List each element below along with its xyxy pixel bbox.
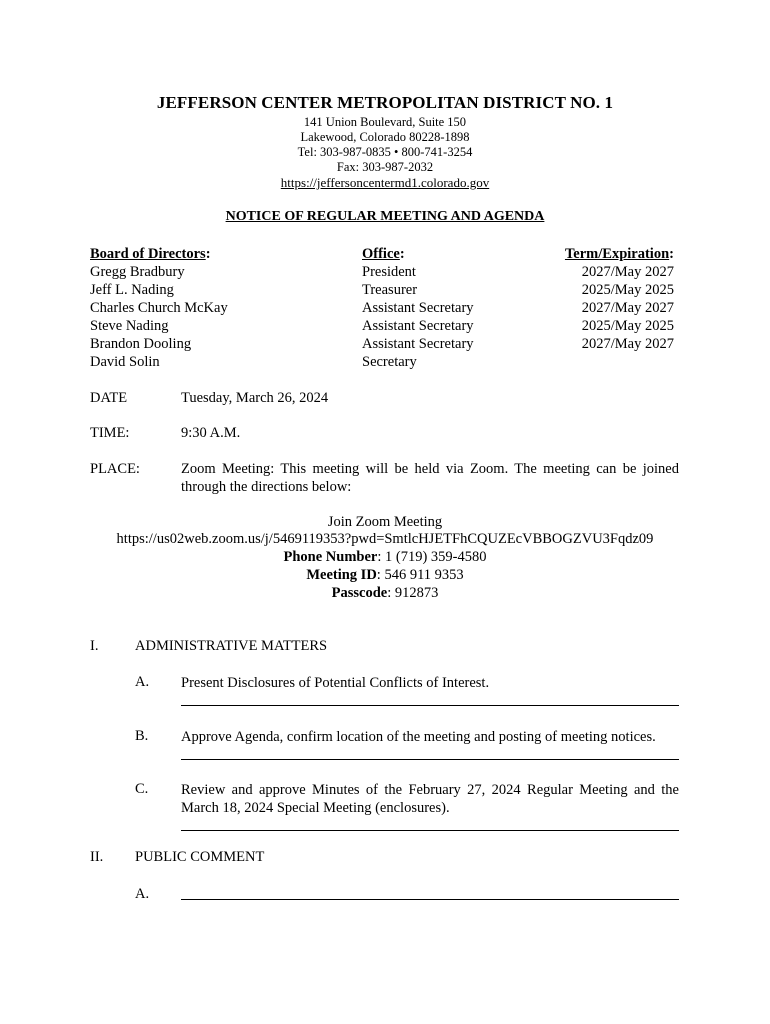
zoom-passcode-line: Passcode: 912873 (331, 585, 439, 601)
item-text: Present Disclosures of Potential Conflicts of Interest. (181, 675, 490, 691)
address-line-2: Lakewood, Colorado 80228-1898 (300, 130, 470, 144)
director-name: David Solin (90, 354, 160, 370)
office-title: Secretary (362, 354, 417, 370)
term-value: 2027/May 2027 (581, 336, 674, 352)
date-label: DATE (90, 390, 128, 406)
term-value: 2027/May 2027 (581, 264, 674, 280)
term-value: 2025/May 2025 (581, 318, 674, 334)
office-title: Assistant Secretary (362, 336, 474, 352)
zoom-url-link[interactable]: https://us02web.zoom.us/j/5469119353?pwd=SmtlcHJETFhCQUZEcVBBOGZVU3Fqdz09 (116, 531, 654, 547)
item-letter: B. (135, 728, 149, 744)
director-name: Gregg Bradbury (90, 264, 185, 280)
fax-line: Fax: 303-987-2032 (336, 160, 434, 174)
website-link[interactable] (0, 175, 770, 191)
item-notes-rule (181, 830, 679, 831)
website-link-text: https://jeffersoncentermd1.colorado.gov (280, 175, 490, 190)
term-value: 2025/May 2025 (581, 282, 674, 298)
item-text: Approve Agenda, confirm location of the meeting and posting of meeting notices. (181, 729, 656, 745)
district-title: JEFFERSON CENTER METROPOLITAN DISTRICT NO. 1 (156, 93, 614, 112)
section-number: I. (90, 638, 99, 654)
phone-line: Tel: 303-987-0835 • 800-741-3254 (297, 145, 473, 159)
address-line-1: 141 Union Boulevard, Suite 150 (303, 115, 467, 129)
zoom-phone-line: Phone Number: 1 (719) 359-4580 (283, 549, 487, 565)
term-value: 2027/May 2027 (581, 300, 674, 316)
office-heading: Office: (362, 246, 405, 262)
office-title: Treasurer (362, 282, 418, 298)
join-zoom-label: Join Zoom Meeting (327, 514, 443, 530)
director-name: Steve Nading (90, 318, 169, 334)
director-name: Brandon Dooling (90, 336, 192, 352)
office-title: Assistant Secretary (362, 318, 474, 334)
place-label: PLACE: (90, 461, 140, 477)
office-title: President (362, 264, 416, 280)
item-notes-rule (181, 705, 679, 706)
director-name: Charles Church McKay (90, 300, 228, 316)
board-directors-column (90, 245, 228, 371)
place-value: Zoom Meeting: This meeting will be held via Zoom. The meeting can be joined through the directions below: (181, 461, 679, 495)
office-title: Assistant Secretary (362, 300, 474, 316)
director-name: Jeff L. Nading (90, 282, 174, 298)
term-heading: Term/Expiration: (564, 246, 674, 262)
board-term-column (565, 245, 674, 353)
item-letter: A. (135, 886, 150, 902)
board-office-column (362, 245, 474, 371)
notice-title: NOTICE OF REGULAR MEETING AND AGENDA (225, 209, 545, 224)
time-value: 9:30 A.M. (181, 425, 241, 441)
item-notes-rule (181, 899, 679, 900)
date-value: Tuesday, March 26, 2024 (181, 390, 329, 406)
board-directors-heading: Board of Directors: (90, 246, 211, 262)
item-notes-rule (181, 759, 679, 760)
item-letter: C. (135, 781, 149, 797)
time-label: TIME: (90, 425, 130, 441)
section-title: PUBLIC COMMENT (135, 849, 265, 865)
item-letter: A. (135, 674, 150, 690)
item-text: Review and approve Minutes of the February 27, 2024 Regular Meeting and the March 18, 2024 Special Meeting (enclosures). (181, 782, 679, 816)
section-title: ADMINISTRATIVE MATTERS (135, 638, 328, 654)
section-number: II. (90, 849, 104, 865)
zoom-meeting-id-line: Meeting ID: 546 911 9353 (306, 567, 464, 583)
